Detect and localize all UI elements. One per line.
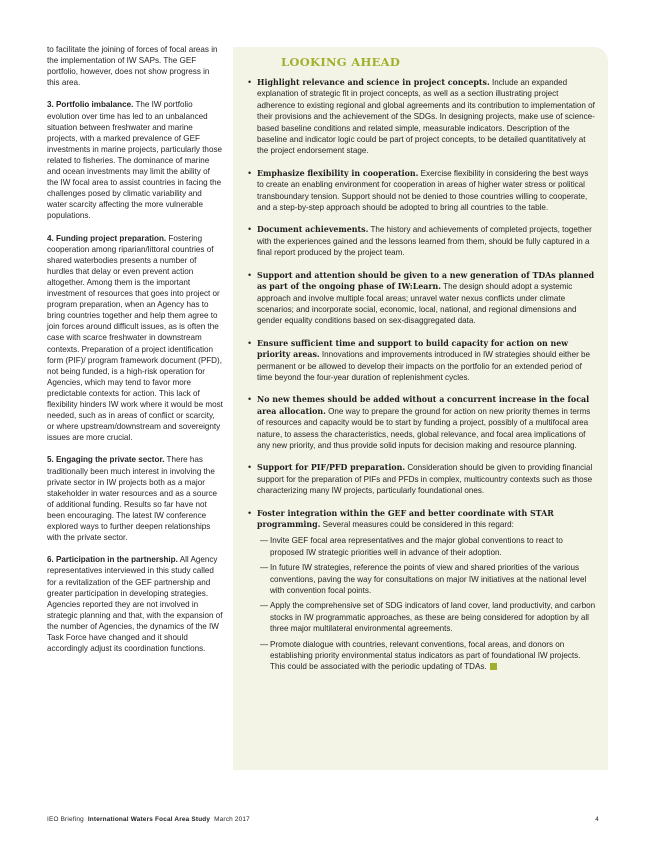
bullet-lead: No new themes should be added without a concurrent increase in the focal area allocation. — [257, 395, 590, 416]
list-item — [47, 99, 223, 221]
item-text: Fostering cooperation among riparian/littoral countries of shared waterbodies presents a number of hurdles that delay or even prevent action altogether. Among them is the important investment of resources that goes into project or program preparation, when an Agency has to bring countries together and help them agree to join forces around difficult issues, as is often the case with scarce freshwater in downstream contexts. Preparation of a project identification form (PIF)/ program framework document (PFD), not being funded, is a high-risk operation for Agencies, which may tend to favor more predictable contexts for action. This lack of flexibility hinders IW work where it would be most needed, such as in areas of conflict or scarcity, or where upstream/downstream and sovereignty issues are more crucial. — [47, 233, 223, 443]
item-text: There has traditionally been much interest in involving the private sector in IW projects both as a major stakeholder in water resources and as a source of additional funding. Results so far have not been encouraging. The latest IW conference explored ways to further deepen relationships with the private sector. — [47, 455, 218, 543]
footer-date: March 2017 — [214, 816, 250, 823]
item-heading: 6. Participation in the partnership. — [47, 555, 178, 565]
bullet-text: Several measures could be considered in this regard: — [322, 520, 514, 529]
footer-series: IEO Briefing — [47, 816, 84, 823]
bullet-lead: Document achievements. — [257, 225, 369, 235]
bullet-text: Innovations and improvements introduced in IW strategies should either be permanent or be allowed to develop their impacts on the portfolio for an extended period of time beyond the four-year duration of replenishment cycles. — [257, 350, 591, 382]
end-mark-icon — [490, 663, 497, 670]
recommendation-bullet — [248, 168, 596, 214]
recommendation-bullet — [248, 77, 596, 157]
item-text: All Agency representatives interviewed in this study called for a revitalization of the GEF partnership and greater participation in developing strategies. Agencies reported they are not involved in strategic planning and that, with the expansion of the number of Agencies, the dynamics of the IW Task Force have changed and it should accordingly adjust its coordination functions. — [47, 555, 223, 654]
recommendation-bullet — [248, 462, 596, 496]
recommendation-bullet — [248, 224, 596, 258]
measure-item-text: Promote dialogue with countries, relevant conventions, focal areas, and donors on establishing priority environmental status indicators as part of foundational IW projects. This could be associated with the periodic updating of TDAs. — [270, 639, 581, 672]
list-item — [47, 554, 223, 654]
intro-paragraph: to facilitate the joining of forces of focal areas in the implementation of IW SAPs. The GEF portfolio, however, does not show progress in this area. — [47, 45, 218, 88]
recommendation-bullet — [248, 338, 596, 384]
list-item — [47, 233, 223, 444]
bullet-lead: Foster integration within the GEF and better coordinate with STAR programming. — [257, 508, 554, 529]
item-heading: 4. Funding project preparation. — [47, 233, 167, 243]
bullet-lead: Support and attention should be given to a new generation of TDAs planned as part of the ongoing phase of IW:Learn. — [257, 270, 595, 292]
bullet-lead: Ensure sufficient time and support to build capacity for action on new priority areas. — [257, 338, 569, 360]
list-item — [47, 454, 223, 543]
measure-item: — In future IW strategies, reference the points of view and shared priorities of the various conventions, paving the way for consultations on major IW initiatives at the national level with convention focal points. — [260, 562, 596, 596]
page-number: 4 — [595, 816, 599, 823]
bullet-text: The history and achievements of completed projects, together with the experiences gained and the lessons learned from them, should be fully captured in a final report produced by the project team. — [257, 225, 592, 258]
measure-item: — Apply the comprehensive set of SDG indicators of land cover, land productivity, and carbon stocks in IW programmatic approaches, as these are being considered for adoption by all three major multilateral environmental agreements. — [260, 600, 596, 634]
bullet-text: One way to prepare the ground for action on new priority themes in terms of resources and capacity would be to start by funding a project, possibly of a multifocal area nature, to assess the characteristics, needs, global relevance, and focal area implications of any new priority, and thus provide solid inputs for decision making and resource planning. — [257, 406, 591, 450]
bullet-lead: Emphasize flexibility in cooperation. — [257, 168, 419, 178]
bullet-text: Include an expanded explanation of strategic fit in project concepts, as well as a section illustrating project adherence to existing regional and global agreements and its contribution to implementation of their provisions and the achievement of the SDGs. In designing projects, make use of science-based baseline conditions and related simple, measurable indicators. Description of the baseline and indicator logic could be part of project concepts, to be detailed quantitatively at the project endorsement stage. — [257, 78, 595, 156]
item-text: The IW portfolio evolution over time has led to an unbalanced situation between freshwater and marine projects, with a marked prevalence of GEF investments in marine projects, particularly those related to fisheries. The dominance of marine and ocean investments may limit the ability of the IW focal area to assist countries in facing the challenges posed by climatic variability and water scarcity affecting the more vulnerable populations. — [47, 100, 222, 221]
recommendation-bullet — [248, 270, 596, 327]
recommendation-bullet — [248, 508, 596, 673]
footer-title: International Waters Focal Area Study — [87, 816, 211, 823]
item-heading: 3. Portfolio imbalance. — [47, 100, 134, 110]
looking-ahead-title: LOOKING AHEAD — [281, 55, 401, 69]
measure-item — [260, 639, 596, 673]
recommendation-bullet — [248, 394, 596, 451]
page-footer — [47, 816, 607, 823]
left-column — [47, 44, 223, 665]
bullet-lead: Highlight relevance and science in project concepts. — [257, 78, 490, 87]
measure-item: — Invite GEF focal area representatives and the major global conventions to react to proposed IW strategic priorities well in advance of their adoption. — [260, 535, 596, 558]
bullet-text: Exercise flexibility in considering the best ways to create an enabling environment for cooperation in areas of higher water stress or political transboundary tension. Support should not be denied to those countries willing to cooperate, and a step-by-step approach should be adopted to bring all countries to the table. — [257, 168, 589, 213]
bullet-text: The design should adopt a systemic approach and involve multiple focal areas; unravel water nexus conflicts under climate scenarios; and incorporate social, economic, local, national, and regional dimensions and gender equality conditions based on sex-disaggregated data. — [257, 282, 577, 326]
looking-ahead-content — [248, 77, 596, 677]
measures-list — [260, 535, 596, 672]
item-heading: 5. Engaging the private sector. — [47, 455, 165, 465]
bullet-lead: Support for PIF/PFD preparation. — [257, 463, 406, 473]
bullet-text: Consideration should be given to providing financial support for the preparation of PIFs and PFDs in complex, multicountry contexts such as those characterizing many IW projects, particularly foundational ones. — [257, 463, 593, 496]
